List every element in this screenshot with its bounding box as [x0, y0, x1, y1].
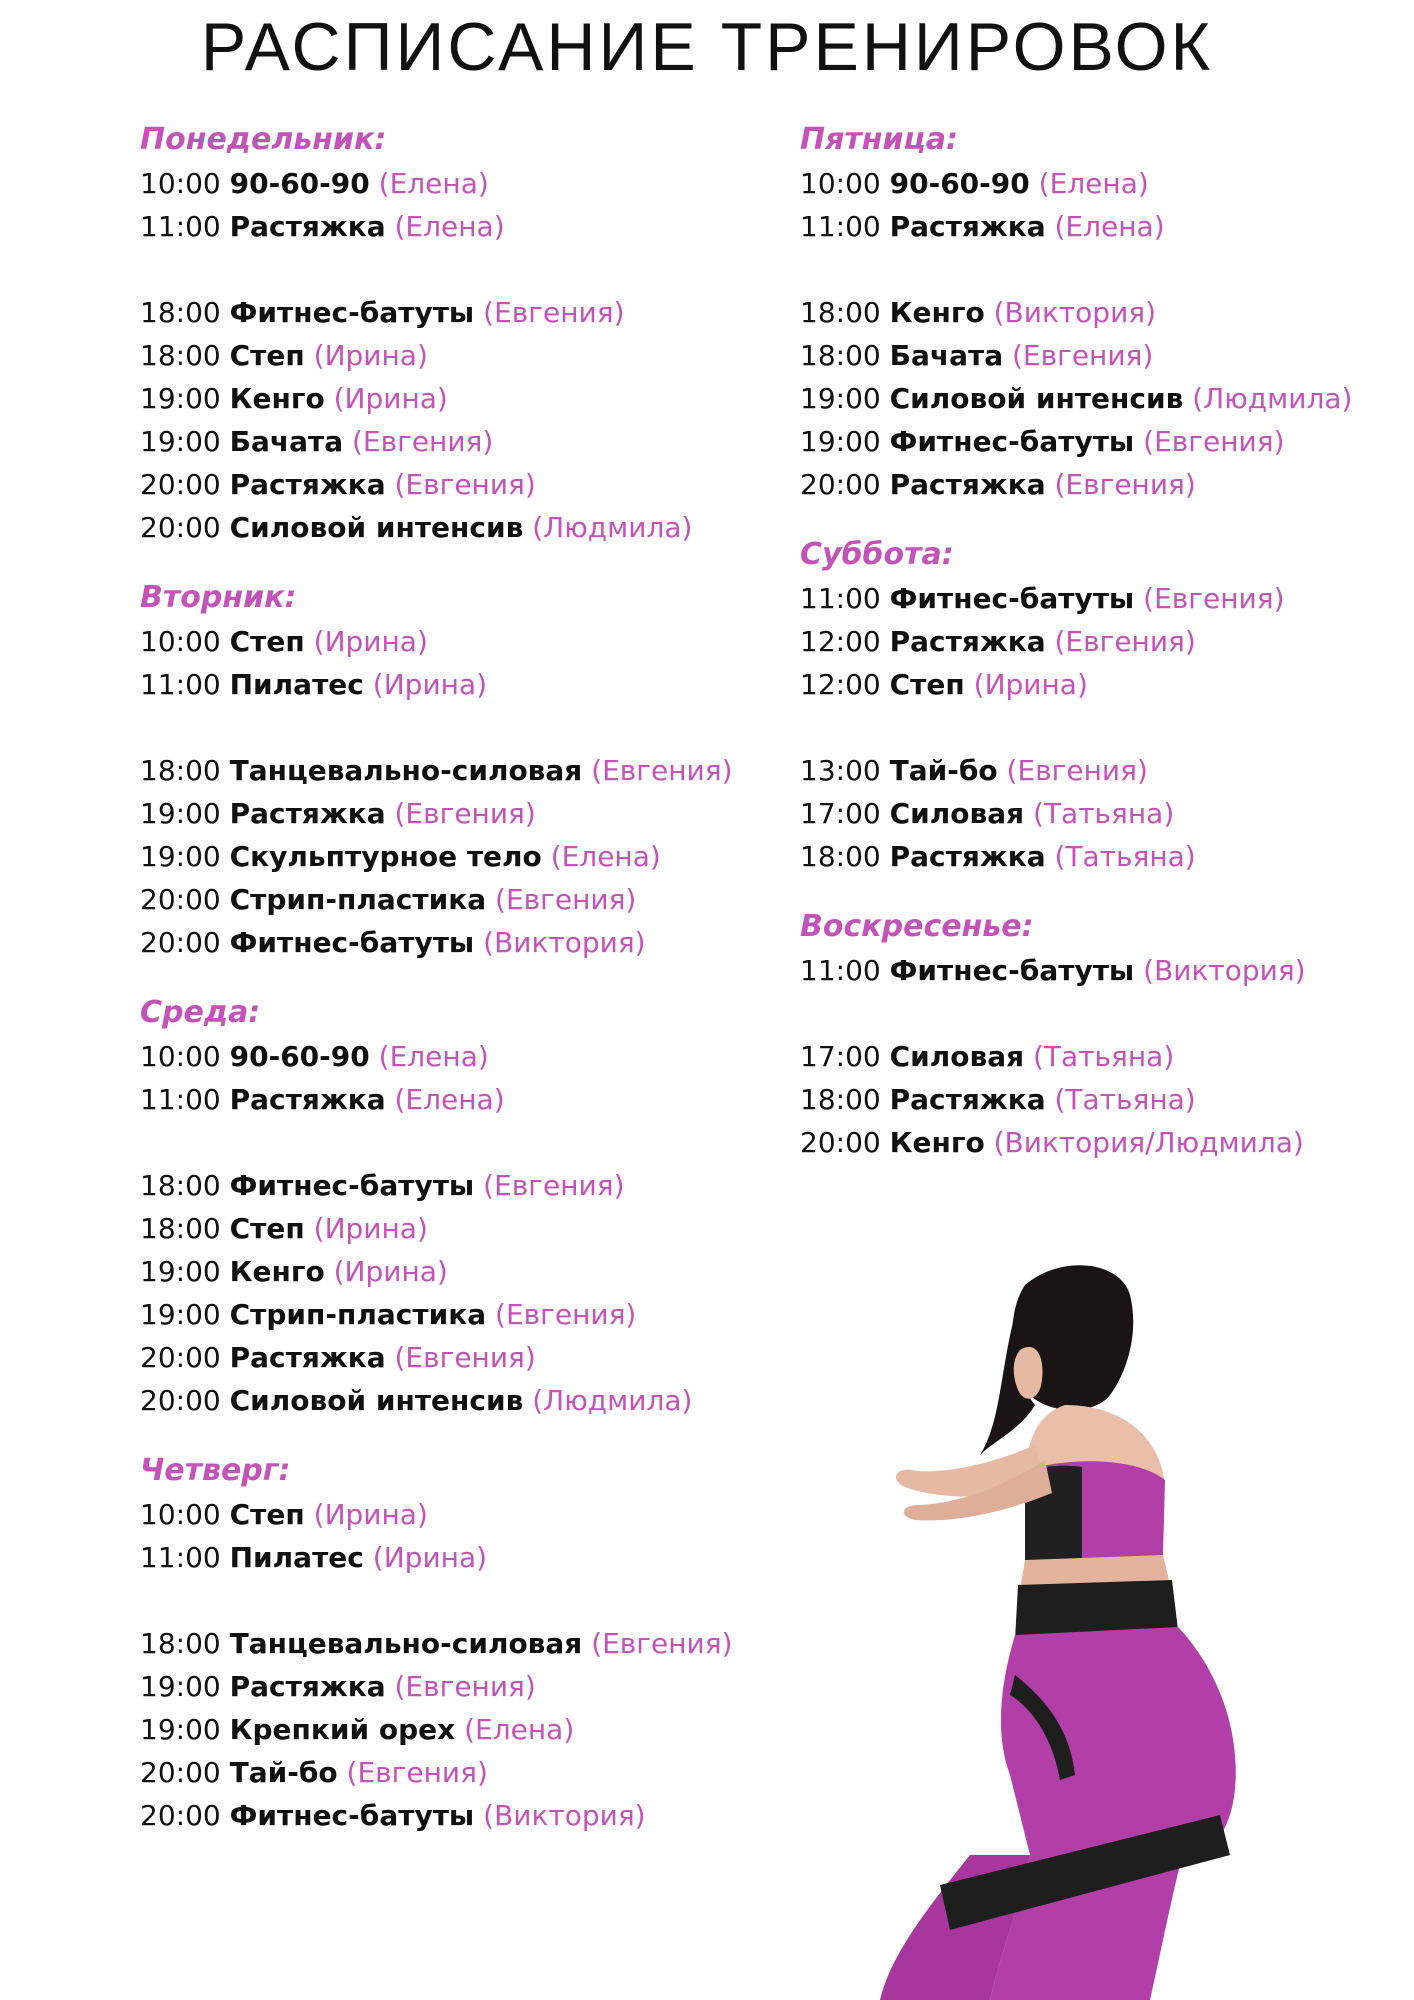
class-time: 19:00 — [800, 425, 881, 458]
coach-name: (Евгения) — [495, 883, 637, 916]
class-time: 11:00 — [140, 210, 221, 243]
schedule-row — [140, 291, 733, 334]
class-time: 11:00 — [140, 668, 221, 701]
class-time: 20:00 — [140, 1341, 221, 1374]
coach-name: (Ирина) — [333, 382, 448, 415]
coach-name: (Ирина) — [313, 1498, 428, 1531]
coach-name: (Евгения) — [1054, 468, 1196, 501]
schedule-row — [140, 1751, 733, 1794]
class-name: Кенго — [889, 1126, 985, 1159]
class-name: Стрип-пластика — [229, 883, 487, 916]
class-name: Кенго — [229, 1255, 325, 1288]
coach-name: (Татьяна) — [1033, 1040, 1175, 1073]
schedule-row — [140, 1250, 733, 1293]
coach-name: (Евгения) — [1054, 625, 1196, 658]
class-name: 90-60-90 — [229, 1040, 370, 1073]
class-time: 10:00 — [800, 167, 881, 200]
class-name: Пилатес — [229, 668, 364, 701]
schedule-row — [140, 506, 733, 549]
schedule-row — [140, 1078, 733, 1121]
class-name: 90-60-90 — [889, 167, 1030, 200]
class-time: 10:00 — [140, 1498, 221, 1531]
class-time: 20:00 — [140, 1799, 221, 1832]
day-block — [140, 991, 733, 1422]
schedule-row — [140, 1379, 733, 1422]
coach-name: (Евгения) — [483, 296, 625, 329]
class-time: 19:00 — [140, 797, 221, 830]
coach-name: (Евгения) — [346, 1756, 488, 1789]
class-time: 20:00 — [140, 926, 221, 959]
class-name: Фитнес-батуты — [229, 926, 475, 959]
class-name: Танцевально-силовая — [229, 754, 583, 787]
class-time: 17:00 — [800, 1040, 881, 1073]
day-name: Вторник: — [140, 580, 297, 615]
class-time: 20:00 — [800, 468, 881, 501]
class-time: 10:00 — [140, 625, 221, 658]
schedule-row — [800, 377, 1352, 420]
class-time: 11:00 — [140, 1083, 221, 1116]
coach-name: (Евгения) — [394, 797, 536, 830]
day-block — [800, 533, 1352, 878]
fitness-woman-photo — [820, 1255, 1320, 2000]
class-name: Стрип-пластика — [229, 1298, 487, 1331]
class-time: 19:00 — [140, 1670, 221, 1703]
coach-name: (Ирина) — [313, 625, 428, 658]
schedule-row — [800, 949, 1352, 992]
class-time: 10:00 — [140, 167, 221, 200]
day-block — [800, 118, 1352, 506]
coach-name: (Елена) — [1054, 210, 1165, 243]
group-gap — [140, 1579, 733, 1622]
coach-name: (Евгения) — [352, 425, 494, 458]
class-name: Степ — [229, 1498, 305, 1531]
class-name: Силовой интенсив — [229, 511, 524, 544]
class-time: 18:00 — [800, 840, 881, 873]
schedule-row — [800, 577, 1352, 620]
class-name: Фитнес-батуты — [889, 425, 1135, 458]
group-gap — [140, 1121, 733, 1164]
coach-name: (Ирина) — [313, 1212, 428, 1245]
class-name: Силовая — [889, 1040, 1025, 1073]
class-name: Крепкий орех — [229, 1713, 456, 1746]
class-name: Растяжка — [229, 797, 386, 830]
coach-name: (Виктория) — [1143, 954, 1306, 987]
class-name: Растяжка — [889, 210, 1046, 243]
class-time: 20:00 — [140, 1756, 221, 1789]
class-time: 20:00 — [140, 468, 221, 501]
class-time: 11:00 — [800, 582, 881, 615]
class-time: 18:00 — [800, 296, 881, 329]
class-time: 20:00 — [140, 511, 221, 544]
class-name: Фитнес-батуты — [229, 296, 475, 329]
schedule-row — [800, 620, 1352, 663]
class-time: 18:00 — [800, 1083, 881, 1116]
coach-name: (Елена) — [378, 167, 489, 200]
class-name: Степ — [889, 668, 965, 701]
class-name: Растяжка — [889, 625, 1046, 658]
schedule-row — [800, 162, 1352, 205]
schedule-row — [140, 1536, 733, 1579]
coach-name: (Виктория) — [993, 296, 1157, 329]
class-time: 11:00 — [140, 1541, 221, 1574]
class-name: Степ — [229, 1212, 305, 1245]
coach-name: (Евгения) — [591, 754, 733, 787]
schedule-row — [140, 835, 733, 878]
class-name: Бачата — [889, 339, 1004, 372]
coach-name: (Евгения) — [394, 1670, 536, 1703]
class-time: 19:00 — [140, 1298, 221, 1331]
schedule-row — [140, 162, 733, 205]
schedule-row — [800, 291, 1352, 334]
schedule-row — [140, 1293, 733, 1336]
schedule-row — [140, 1493, 733, 1536]
coach-name: (Евгения) — [1143, 582, 1285, 615]
schedule-row — [140, 921, 733, 964]
class-name: Фитнес-батуты — [229, 1799, 475, 1832]
coach-name: (Виктория/Людмила) — [993, 1126, 1304, 1159]
coach-name: (Виктория) — [483, 926, 646, 959]
class-name: Фитнес-батуты — [229, 1169, 475, 1202]
class-time: 12:00 — [800, 668, 881, 701]
coach-name: (Людмила) — [532, 1384, 693, 1417]
class-time: 20:00 — [140, 1384, 221, 1417]
group-gap — [140, 248, 733, 291]
schedule-row — [140, 1665, 733, 1708]
coach-name: (Елена) — [394, 210, 505, 243]
coach-name: (Ирина) — [372, 668, 488, 701]
class-name: Растяжка — [229, 210, 386, 243]
schedule-row — [140, 205, 733, 248]
class-name: Растяжка — [889, 1083, 1046, 1116]
day-name: Суббота: — [800, 537, 954, 572]
day-name: Среда: — [140, 995, 261, 1030]
schedule-row — [800, 463, 1352, 506]
class-name: Кенго — [229, 382, 325, 415]
schedule-row — [140, 1708, 733, 1751]
coach-name: (Елена) — [394, 1083, 505, 1116]
schedule-row — [140, 420, 733, 463]
day-block — [140, 118, 733, 549]
class-name: Скульптурное тело — [229, 840, 542, 873]
day-block — [140, 576, 733, 964]
schedule-row — [140, 1207, 733, 1250]
schedule-row — [140, 663, 733, 706]
class-name: Растяжка — [889, 468, 1046, 501]
class-time: 20:00 — [140, 883, 221, 916]
class-time: 12:00 — [800, 625, 881, 658]
class-name: Кенго — [889, 296, 985, 329]
coach-name: (Евгения) — [1006, 754, 1148, 787]
class-time: 19:00 — [800, 382, 881, 415]
class-name: Тай-бо — [889, 754, 998, 787]
schedule-row — [140, 878, 733, 921]
coach-name: (Ирина) — [313, 339, 428, 372]
group-gap — [800, 992, 1352, 1035]
day-block — [140, 1449, 733, 1837]
coach-name: (Ирина) — [333, 1255, 448, 1288]
schedule-row — [800, 792, 1352, 835]
day-block — [800, 905, 1352, 1164]
coach-name: (Татьяна) — [1054, 840, 1196, 873]
class-name: Растяжка — [229, 1341, 386, 1374]
schedule-row — [140, 749, 733, 792]
schedule-row — [140, 463, 733, 506]
class-time: 18:00 — [140, 296, 221, 329]
class-name: Степ — [229, 625, 305, 658]
schedule-row — [800, 1035, 1352, 1078]
schedule-row — [140, 620, 733, 663]
class-name: Силовой интенсив — [889, 382, 1184, 415]
schedule-row — [140, 792, 733, 835]
coach-name: (Елена) — [1038, 167, 1149, 200]
coach-name: (Татьяна) — [1033, 797, 1175, 830]
class-name: Танцевально-силовая — [229, 1627, 583, 1660]
coach-name: (Виктория) — [483, 1799, 646, 1832]
class-time: 18:00 — [140, 1627, 221, 1660]
class-name: Растяжка — [229, 1670, 386, 1703]
class-time: 19:00 — [140, 382, 221, 415]
coach-name: (Ирина) — [372, 1541, 488, 1574]
class-time: 19:00 — [140, 1255, 221, 1288]
class-name: Фитнес-батуты — [889, 954, 1135, 987]
class-name: Бачата — [229, 425, 344, 458]
schedule-row — [800, 420, 1352, 463]
class-name: Тай-бо — [229, 1756, 338, 1789]
coach-name: (Евгения) — [495, 1298, 637, 1331]
group-gap — [800, 706, 1352, 749]
day-name: Пятница: — [800, 122, 958, 157]
coach-name: (Евгения) — [1143, 425, 1285, 458]
class-time: 20:00 — [800, 1126, 881, 1159]
class-name: Растяжка — [229, 1083, 386, 1116]
schedule-row — [800, 1121, 1352, 1164]
class-time: 13:00 — [800, 754, 881, 787]
group-gap — [140, 706, 733, 749]
day-name: Четверг: — [140, 1453, 291, 1488]
schedule-row — [140, 1622, 733, 1665]
class-name: 90-60-90 — [229, 167, 370, 200]
schedule-row — [800, 835, 1352, 878]
schedule-row — [800, 205, 1352, 248]
schedule-row — [140, 1164, 733, 1207]
schedule-column-right — [800, 118, 1352, 1191]
class-time: 10:00 — [140, 1040, 221, 1073]
class-time: 18:00 — [140, 1169, 221, 1202]
coach-name: (Евгения) — [394, 1341, 536, 1374]
class-name: Растяжка — [229, 468, 386, 501]
schedule-row — [140, 1794, 733, 1837]
class-name: Силовая — [889, 797, 1025, 830]
class-name: Фитнес-батуты — [889, 582, 1135, 615]
schedule-row — [140, 334, 733, 377]
class-time: 18:00 — [140, 1212, 221, 1245]
coach-name: (Евгения) — [394, 468, 536, 501]
coach-name: (Елена) — [550, 840, 661, 873]
day-name: Понедельник: — [140, 122, 387, 157]
class-time: 18:00 — [800, 339, 881, 372]
coach-name: (Людмила) — [532, 511, 693, 544]
schedule-row — [140, 1336, 733, 1379]
coach-name: (Евгения) — [591, 1627, 733, 1660]
coach-name: (Людмила) — [1192, 382, 1353, 415]
coach-name: (Евгения) — [1012, 339, 1154, 372]
schedule-row — [800, 1078, 1352, 1121]
schedule-row — [800, 749, 1352, 792]
page-title: РАСПИСАНИЕ ТРЕНИРОВОК — [200, 9, 1214, 85]
schedule-row — [140, 1035, 733, 1078]
class-time: 19:00 — [140, 1713, 221, 1746]
coach-name: (Елена) — [378, 1040, 489, 1073]
class-time: 11:00 — [800, 210, 881, 243]
class-time: 18:00 — [140, 754, 221, 787]
schedule-column-left — [140, 118, 733, 1864]
schedule-row — [800, 334, 1352, 377]
class-time: 18:00 — [140, 339, 221, 372]
class-time: 11:00 — [800, 954, 881, 987]
coach-name: (Ирина) — [973, 668, 1088, 701]
day-name: Воскресенье: — [800, 909, 1034, 944]
coach-name: (Татьяна) — [1054, 1083, 1196, 1116]
coach-name: (Елена) — [464, 1713, 575, 1746]
class-name: Растяжка — [889, 840, 1046, 873]
class-name: Силовой интенсив — [229, 1384, 524, 1417]
class-time: 19:00 — [140, 840, 221, 873]
group-gap — [800, 248, 1352, 291]
class-name: Пилатес — [229, 1541, 364, 1574]
coach-name: (Евгения) — [483, 1169, 625, 1202]
class-time: 19:00 — [140, 425, 221, 458]
class-name: Степ — [229, 339, 305, 372]
schedule-row — [800, 663, 1352, 706]
class-time: 17:00 — [800, 797, 881, 830]
schedule-row — [140, 377, 733, 420]
